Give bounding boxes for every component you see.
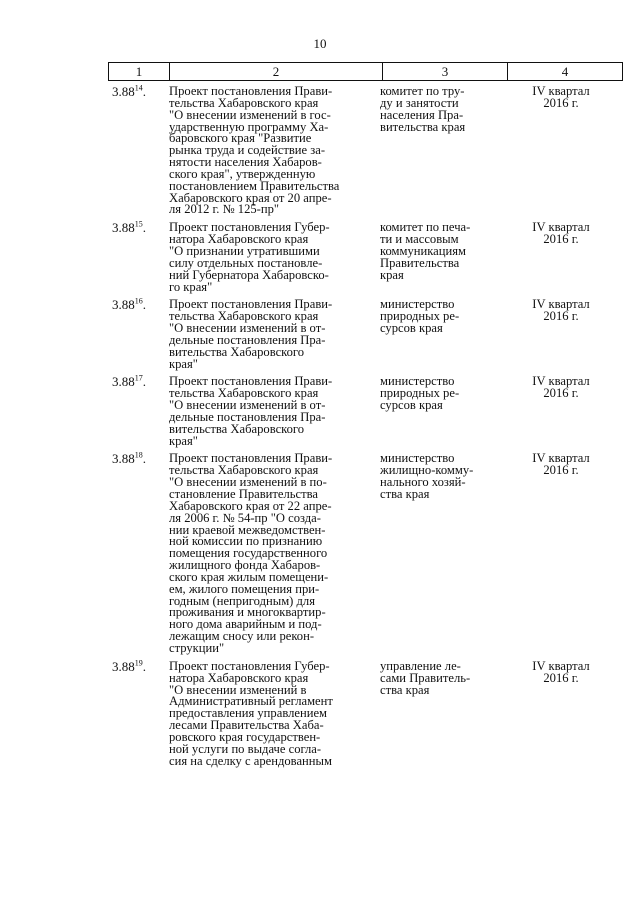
item-deadline: IV квартал 2016 г. [532, 374, 590, 401]
column-header-4: 4 [508, 63, 623, 81]
item-description: Проект постановления Губер- натора Хабаровского края "О признании утратившими силу отдельных постановле- ний Губернатора Хабаровско- го края" [169, 220, 330, 294]
item-responsible: комитет по тру- ду и занятости населения Пра- вительства края [380, 84, 466, 134]
item-number: 3.88$^{14}$. [112, 83, 146, 99]
table-row [108, 376, 618, 447]
item-description: Проект постановления Прави- тельства Хабаровского края "О внесении изменений в от- дельные постановления Пра- вительства Хабаровского края" [169, 374, 333, 448]
table-row [108, 299, 618, 370]
item-responsible: комитет по печа- ти и массовым коммуникациям Правительства края [380, 220, 471, 282]
item-responsible: министерство природных ре- сурсов края [380, 374, 460, 413]
item-number: 3.88$^{16}$. [112, 297, 146, 313]
item-number: 3.88$^{18}$. [112, 451, 146, 467]
item-responsible: министерство природных ре- сурсов края [380, 297, 460, 336]
item-description: Проект постановления Прави- тельства Хабаровского края "О внесении изменений в гос- ударственную программу Ха- баровского края "Развитие рынка труда и содействие за- нятости населения Хабаров- ского края", утвержденную постановлением Правительства Хабаровского края от 20 апре- ля 2012 г. № 125-пр" [169, 84, 340, 217]
item-responsible: министерство жилищно-комму- нального хозяй- ства края [380, 451, 474, 501]
table-body [108, 83, 618, 773]
item-description: Проект постановления Прави- тельства Хабаровского края "О внесении изменений в от- дельные постановления Пра- вительства Хабаровского края" [169, 297, 333, 371]
item-deadline: IV квартал 2016 г. [532, 658, 590, 685]
item-number: 3.88$^{17}$. [112, 374, 146, 390]
table-header [108, 62, 623, 81]
item-number: 3.88$^{19}$. [112, 658, 146, 674]
item-deadline: IV квартал 2016 г. [532, 297, 590, 324]
table-row [108, 658, 618, 768]
item-responsible: управление ле- сами Правитель- ства края [380, 658, 471, 697]
column-header-2: 2 [170, 63, 383, 81]
item-deadline: IV квартал 2016 г. [532, 84, 590, 110]
item-number: 3.88$^{15}$. [112, 219, 146, 236]
item-description: Проект постановления Прави- тельства Хабаровского края "О внесении изменений в по- становление Правительства Хабаровского края от 22 апре- ля 2006 г. № 54-пр "О созда- нии краевой межведомствен- ной комиссии по признанию помещения государственного жилищного фонда Хабаров- ского края жилым помещени- ем, жилого помещения при- годным (непригодным) для проживания и многоквартир- ного дома аварийным и под- лежащим сносу или рекон- струкции" [169, 451, 333, 655]
item-description: Проект постановления Губер- натора Хабаровского края "О внесении изменений в Административный регламент предоставления управлением лесами Правительства Хаба- ровского края государствен- ной услуги по выдаче согла- сия на сделку с арендованным [169, 658, 333, 768]
column-header-3: 3 [383, 63, 508, 81]
table-row [108, 453, 618, 654]
item-deadline: IV квартал 2016 г. [532, 220, 590, 247]
item-deadline: IV квартал 2016 г. [532, 451, 590, 478]
column-header-1: 1 [109, 63, 170, 81]
table-row [108, 83, 618, 217]
page-number: 10 [313, 36, 327, 51]
table-row [108, 219, 618, 294]
